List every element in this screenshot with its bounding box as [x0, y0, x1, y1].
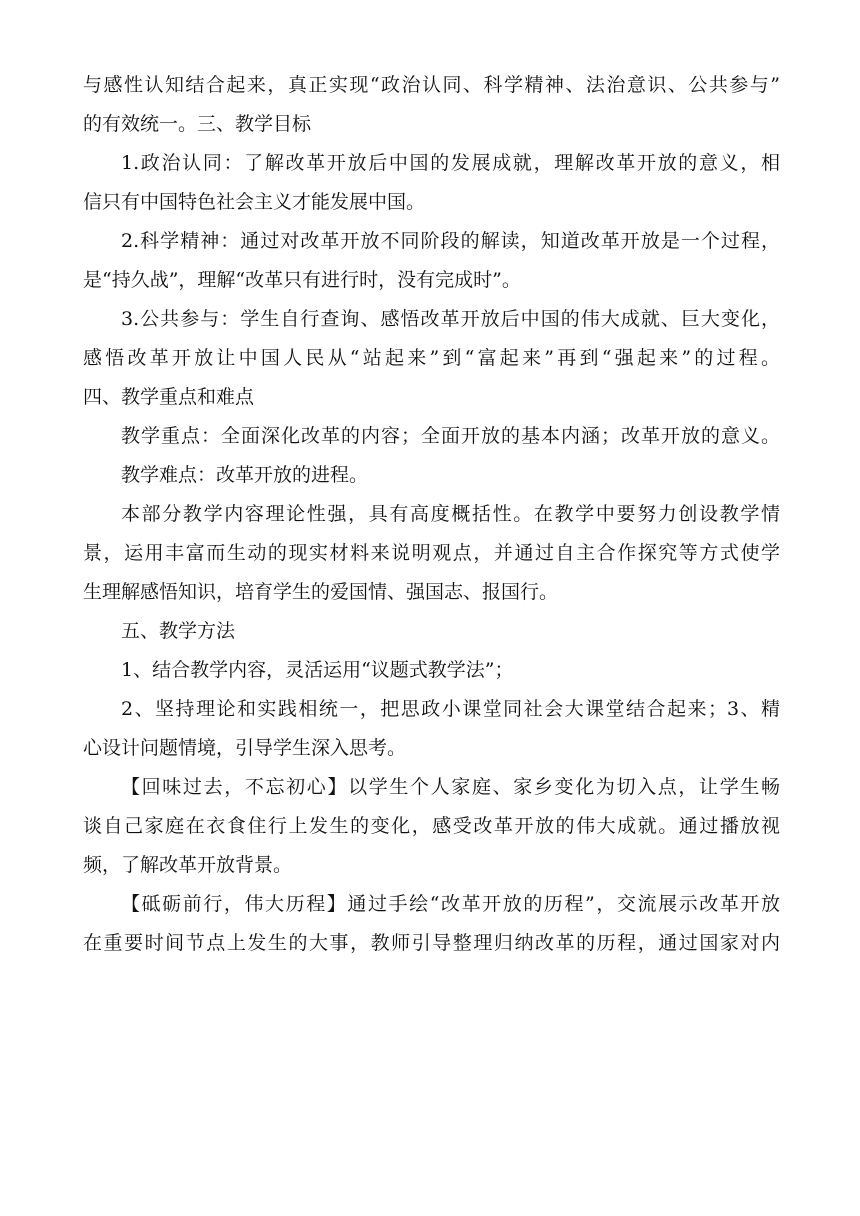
text-line: 教学难点：改革开放的进程。 — [121, 464, 369, 486]
text-line: 信只有中国特色社会主义才能发展中国。 — [83, 191, 426, 213]
text-line: 频，了解改革开放背景。 — [83, 854, 293, 876]
document-page — [83, 66, 780, 963]
text-line: 的有效统一。三、教学目标 — [83, 113, 312, 135]
text-line: 谈自己家庭在衣食住行上发生的变化，感受改革开放的伟大成就。通过播放视 — [83, 815, 780, 837]
text-line: 3.公共参与：学生自行查询、感悟改革开放后中国的伟大成就、巨大变化， — [121, 308, 780, 330]
text-line: 是“持久战”，理解“改革只有进行时，没有完成时”。 — [83, 269, 521, 291]
text-line: 生理解感悟知识，培育学生的爱国情、强国志、报国行。 — [83, 581, 559, 603]
section-heading: 四、教学重点和难点 — [83, 386, 255, 408]
text-line: 2.科学精神：通过对改革开放不同阶段的解读，知道改革开放是一个过程， — [121, 230, 780, 252]
text-line: 【砥砺前行，伟大历程】通过手绘“改革开放的历程”，交流展示改革开放 — [121, 893, 780, 915]
text-line: 【回味过去，不忘初心】以学生个人家庭、家乡变化为切入点，让学生畅 — [121, 776, 780, 798]
text-line: 在重要时间节点上发生的大事，教师引导整理归纳改革的历程，通过国家对内 — [83, 932, 780, 954]
section-heading: 五、教学方法 — [121, 620, 236, 642]
text-line: 心设计问题情境，引导学生深入思考。 — [83, 737, 407, 759]
text-line: 感悟改革开放让中国人民从“站起来”到“富起来”再到“强起来”的过程。 — [83, 347, 780, 369]
text-line: 1、结合教学内容，灵活运用“议题式教学法”； — [121, 659, 514, 681]
text-line: 景，运用丰富而生动的现实材料来说明观点，并通过自主合作探究等方式使学 — [83, 542, 780, 564]
text-line: 本部分教学内容理论性强，具有高度概括性。在教学中要努力创设教学情 — [121, 503, 780, 525]
text-line: 教学重点：全面深化改革的内容；全面开放的基本内涵；改革开放的意义。 — [121, 425, 780, 447]
text-line: 2、坚持理论和实践相统一，把思政小课堂同社会大课堂结合起来；3、精 — [121, 698, 780, 720]
text-line: 与感性认知结合起来，真正实现“政治认同、科学精神、法治意识、公共参与” — [83, 74, 780, 96]
text-line: 1.政治认同：了解改革开放后中国的发展成就，理解改革开放的意义，相 — [121, 152, 780, 174]
